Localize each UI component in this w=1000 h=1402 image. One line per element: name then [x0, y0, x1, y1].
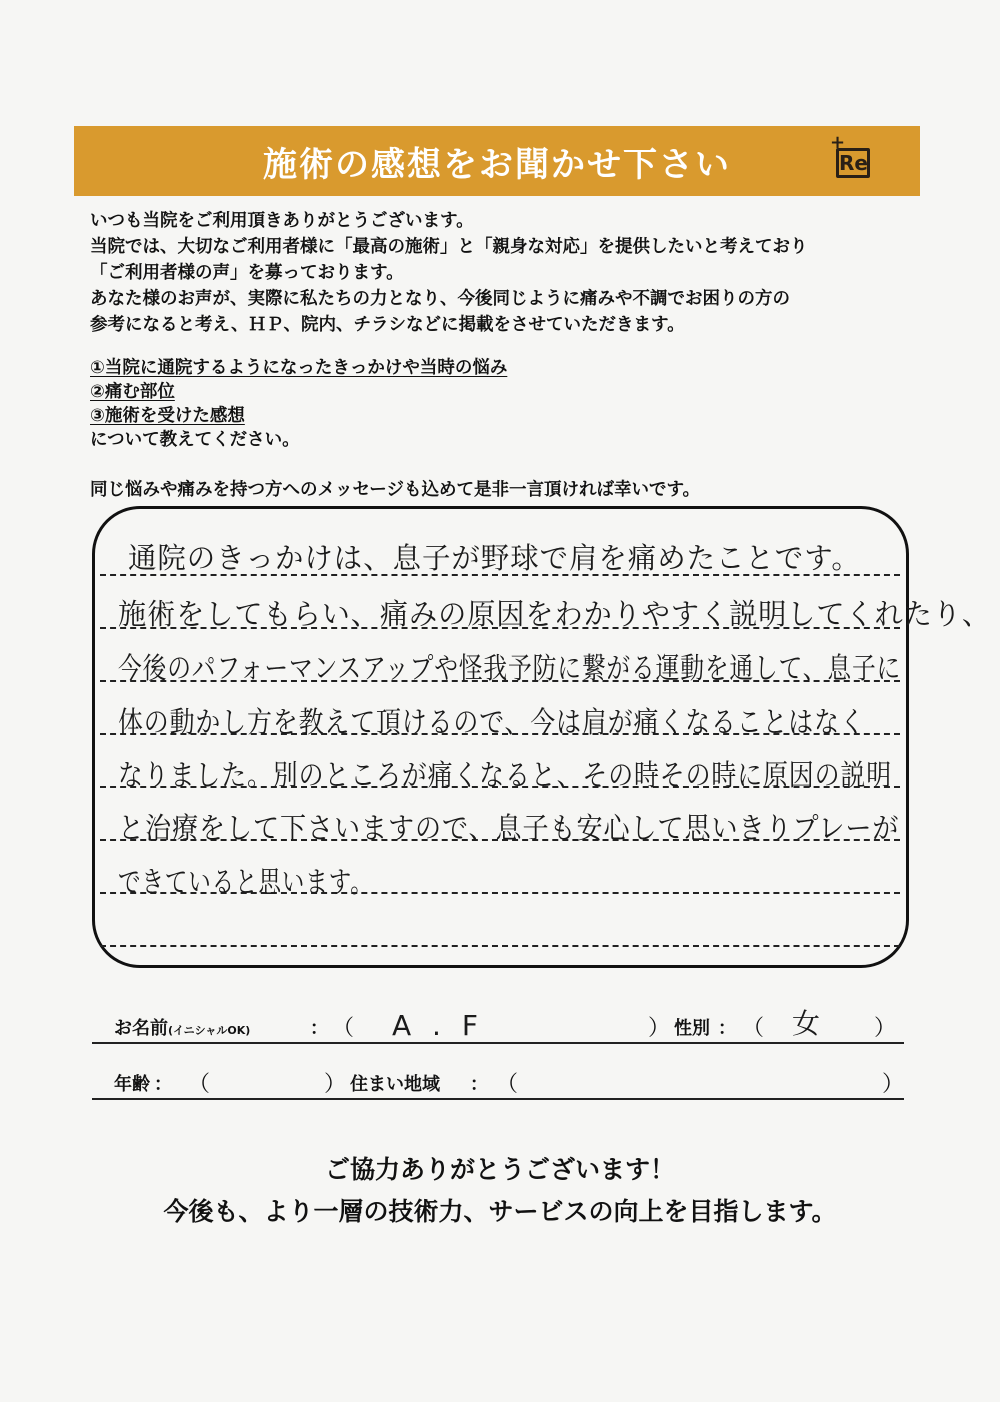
- question-item: ②痛む部位: [90, 382, 175, 402]
- name-close-paren: ）: [648, 1016, 671, 1041]
- gender-open-paren: （: [742, 1016, 765, 1041]
- question-item: ③施術を受けた感想: [90, 406, 245, 426]
- page-title: 施術の感想をお聞かせ下さい: [263, 144, 731, 185]
- name-value[interactable]: A . F: [392, 1009, 484, 1042]
- intro-line: 当院では、大切なご利用者様に「最高の施術」と「親身な対応」を提供したいと考えており: [90, 237, 808, 257]
- name-colon: ：: [310, 1018, 328, 1039]
- title-banner: [74, 126, 920, 196]
- gender-label: 性別: [674, 1018, 710, 1039]
- handwritten-line: 今後のパフォーマンスアップや怪我予防に繋がる運動を通して、息子に: [118, 651, 902, 685]
- handwritten-line: 体の動かし方を教えて頂けるので、今は肩が痛くなることはなく: [118, 705, 866, 739]
- handwritten-line: 通院のきっかけは、息子が野球で肩を痛めたことです。: [128, 541, 861, 575]
- name-note: (イニシャルOK): [168, 1024, 251, 1037]
- age-close-paren: ）: [324, 1072, 347, 1097]
- question-item: ①当院に通院するようになったきっかけや当時の悩み: [90, 358, 508, 378]
- closing-thanks: ご協力ありがとうございます！: [324, 1155, 675, 1184]
- question-list: [90, 356, 507, 452]
- logo-plus: +: [830, 132, 846, 153]
- age-area-row: [92, 1070, 904, 1100]
- questions-tail: について教えてください。: [90, 430, 300, 450]
- writing-line: [100, 945, 900, 947]
- age-open-paren: （: [188, 1072, 211, 1097]
- intro-line: 参考になると考え、ＨＰ、院内、チラシなどに掲載をさせていただきます。: [90, 315, 685, 335]
- area-label: 住まい地域: [350, 1074, 440, 1095]
- gender-value[interactable]: 女: [792, 1007, 827, 1040]
- intro-line: 「ご利用者様の声」を募っております。: [90, 263, 404, 283]
- intro-text: [90, 208, 930, 338]
- field-rule: [92, 1098, 904, 1100]
- handwritten-line: 施術をしてもらい、痛みの原因をわかりやすく説明してくれたり、: [118, 597, 992, 631]
- re-logo: [830, 132, 874, 182]
- name-label: お名前(イニシャルOK): [114, 1018, 251, 1039]
- intro-line: いつも当院をご利用頂きありがとうございます。: [90, 211, 474, 231]
- area-close-paren: ）: [882, 1072, 905, 1097]
- age-label: 年齢: [114, 1074, 150, 1095]
- gender-colon: ：: [718, 1018, 736, 1039]
- name-gender-row: [92, 1007, 904, 1044]
- gender-close-paren: ）: [874, 1016, 897, 1041]
- age-colon: ：: [154, 1074, 172, 1095]
- intro-line: あなた様のお声が、実際に私たちの力となり、今後同じように痛みや不調でお困りの方の: [90, 289, 790, 309]
- field-rule: [92, 1042, 904, 1044]
- area-colon: ：: [470, 1074, 488, 1095]
- message-prompt: 同じ悩みや痛みを持つ方へのメッセージも込めて是非一言頂ければ幸いです。: [90, 480, 701, 500]
- handwritten-line: と治療をして下さいますので、息子も安心して思いきりプレーが: [118, 811, 900, 845]
- handwritten-line: なりました。別のところが痛くなると、その時その時に原因の説明: [118, 758, 893, 792]
- name-open-paren: （: [332, 1016, 355, 1041]
- logo-text: Re: [836, 148, 870, 178]
- area-open-paren: （: [496, 1072, 519, 1097]
- closing-message: 今後も、より一層の技術力、サービスの向上を目指します。: [163, 1197, 837, 1226]
- handwritten-line: できていると思います。: [118, 865, 374, 899]
